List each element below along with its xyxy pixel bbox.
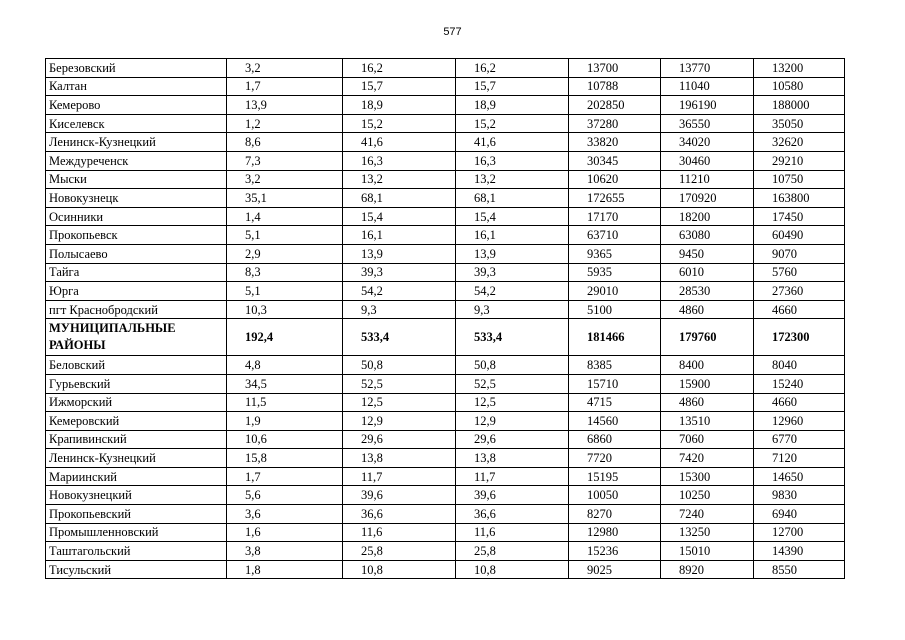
row-name-cell: Осинники (46, 207, 227, 226)
value-cell: 1,9 (227, 412, 343, 431)
value-cell: 54,2 (343, 282, 456, 301)
value-cell: 6860 (569, 430, 661, 449)
value-cell: 8,3 (227, 263, 343, 282)
value-cell: 10250 (661, 486, 754, 505)
value-cell: 35050 (754, 114, 845, 133)
value-cell: 12,9 (456, 412, 569, 431)
row-name-cell: пгт Краснобродский (46, 300, 227, 319)
value-cell: 3,6 (227, 505, 343, 524)
value-cell: 52,5 (343, 374, 456, 393)
value-cell: 12980 (569, 523, 661, 542)
value-cell: 37280 (569, 114, 661, 133)
value-cell: 39,3 (343, 263, 456, 282)
value-cell: 16,3 (456, 151, 569, 170)
value-cell: 8040 (754, 356, 845, 375)
value-cell: 54,2 (456, 282, 569, 301)
table-row (46, 542, 845, 561)
value-cell: 15,7 (343, 77, 456, 96)
value-cell: 12960 (754, 412, 845, 431)
table-row (46, 244, 845, 263)
value-cell: 10788 (569, 77, 661, 96)
value-cell: 8385 (569, 356, 661, 375)
table-row (46, 449, 845, 468)
row-name-cell: Беловский (46, 356, 227, 375)
value-cell: 7120 (754, 449, 845, 468)
value-cell: 18200 (661, 207, 754, 226)
value-cell: 52,5 (456, 374, 569, 393)
table-row (46, 300, 845, 319)
value-cell: 6940 (754, 505, 845, 524)
value-cell: 30460 (661, 151, 754, 170)
value-cell: 13770 (661, 59, 754, 78)
value-cell: 13,8 (343, 449, 456, 468)
value-cell: 36550 (661, 114, 754, 133)
value-cell: 29010 (569, 282, 661, 301)
value-cell: 10580 (754, 77, 845, 96)
table-row (46, 263, 845, 282)
value-cell: 39,6 (456, 486, 569, 505)
value-cell: 10,8 (343, 560, 456, 579)
value-cell: 18,9 (456, 96, 569, 115)
value-cell: 16,1 (343, 226, 456, 245)
value-cell: 9070 (754, 244, 845, 263)
value-cell: 533,4 (456, 319, 569, 356)
value-cell: 18,9 (343, 96, 456, 115)
row-name-cell: Крапивинский (46, 430, 227, 449)
value-cell: 4,8 (227, 356, 343, 375)
value-cell: 13250 (661, 523, 754, 542)
row-name-cell: Мариинский (46, 467, 227, 486)
value-cell: 10620 (569, 170, 661, 189)
value-cell: 7240 (661, 505, 754, 524)
value-cell: 13,9 (343, 244, 456, 263)
value-cell: 29,6 (456, 430, 569, 449)
table-body (46, 59, 845, 579)
value-cell: 1,6 (227, 523, 343, 542)
value-cell: 5,1 (227, 282, 343, 301)
value-cell: 1,7 (227, 467, 343, 486)
value-cell: 5,6 (227, 486, 343, 505)
value-cell: 7720 (569, 449, 661, 468)
value-cell: 8,6 (227, 133, 343, 152)
value-cell: 36,6 (343, 505, 456, 524)
value-cell: 181466 (569, 319, 661, 356)
row-name-cell: Тисульский (46, 560, 227, 579)
value-cell: 63710 (569, 226, 661, 245)
value-cell: 8270 (569, 505, 661, 524)
value-cell: 13,8 (456, 449, 569, 468)
value-cell: 11,6 (456, 523, 569, 542)
value-cell: 16,1 (456, 226, 569, 245)
value-cell: 25,8 (456, 542, 569, 561)
value-cell: 13700 (569, 59, 661, 78)
row-name-cell: Прокопьевск (46, 226, 227, 245)
value-cell: 188000 (754, 96, 845, 115)
value-cell: 9,3 (456, 300, 569, 319)
value-cell: 68,1 (456, 189, 569, 208)
value-cell: 13,2 (456, 170, 569, 189)
value-cell: 3,2 (227, 59, 343, 78)
value-cell: 17450 (754, 207, 845, 226)
value-cell: 1,8 (227, 560, 343, 579)
table-row (46, 207, 845, 226)
value-cell: 9,3 (343, 300, 456, 319)
value-cell: 3,2 (227, 170, 343, 189)
value-cell: 179760 (661, 319, 754, 356)
value-cell: 163800 (754, 189, 845, 208)
value-cell: 15300 (661, 467, 754, 486)
table-row (46, 282, 845, 301)
value-cell: 9025 (569, 560, 661, 579)
value-cell: 10,6 (227, 430, 343, 449)
table-row (46, 133, 845, 152)
value-cell: 17170 (569, 207, 661, 226)
value-cell: 3,8 (227, 542, 343, 561)
table-row (46, 77, 845, 96)
value-cell: 28530 (661, 282, 754, 301)
value-cell: 12,5 (343, 393, 456, 412)
value-cell: 1,4 (227, 207, 343, 226)
value-cell: 1,7 (227, 77, 343, 96)
row-name-cell: Гурьевский (46, 374, 227, 393)
value-cell: 50,8 (456, 356, 569, 375)
table-row (46, 151, 845, 170)
value-cell: 15,2 (343, 114, 456, 133)
value-cell: 39,6 (343, 486, 456, 505)
value-cell: 12,5 (456, 393, 569, 412)
table-row (46, 505, 845, 524)
row-name-cell: Новокузнецк (46, 189, 227, 208)
row-name-cell: Юрга (46, 282, 227, 301)
table-row (46, 412, 845, 431)
value-cell: 170920 (661, 189, 754, 208)
table-row (46, 393, 845, 412)
value-cell: 34,5 (227, 374, 343, 393)
row-name-cell: Междуреченск (46, 151, 227, 170)
value-cell: 202850 (569, 96, 661, 115)
value-cell: 4660 (754, 393, 845, 412)
table-row (46, 523, 845, 542)
value-cell: 13,9 (456, 244, 569, 263)
value-cell: 172300 (754, 319, 845, 356)
table-row (46, 486, 845, 505)
row-name-cell: Таштагольский (46, 542, 227, 561)
value-cell: 16,3 (343, 151, 456, 170)
value-cell: 15,7 (456, 77, 569, 96)
value-cell: 4660 (754, 300, 845, 319)
row-name-cell: Киселевск (46, 114, 227, 133)
row-name-cell: Новокузнецкий (46, 486, 227, 505)
table-row (46, 319, 845, 356)
value-cell: 15240 (754, 374, 845, 393)
value-cell: 7060 (661, 430, 754, 449)
value-cell: 2,9 (227, 244, 343, 263)
value-cell: 5760 (754, 263, 845, 282)
value-cell: 12700 (754, 523, 845, 542)
value-cell: 13200 (754, 59, 845, 78)
value-cell: 41,6 (456, 133, 569, 152)
value-cell: 39,3 (456, 263, 569, 282)
value-cell: 36,6 (456, 505, 569, 524)
value-cell: 12,9 (343, 412, 456, 431)
value-cell: 13,2 (343, 170, 456, 189)
value-cell: 6770 (754, 430, 845, 449)
value-cell: 10750 (754, 170, 845, 189)
value-cell: 15010 (661, 542, 754, 561)
value-cell: 15,4 (343, 207, 456, 226)
value-cell: 29210 (754, 151, 845, 170)
value-cell: 11040 (661, 77, 754, 96)
value-cell: 5100 (569, 300, 661, 319)
value-cell: 8920 (661, 560, 754, 579)
value-cell: 7,3 (227, 151, 343, 170)
row-name-cell: Полысаево (46, 244, 227, 263)
value-cell: 35,1 (227, 189, 343, 208)
table-row (46, 226, 845, 245)
value-cell: 4860 (661, 393, 754, 412)
value-cell: 10050 (569, 486, 661, 505)
table-row (46, 560, 845, 579)
value-cell: 13,9 (227, 96, 343, 115)
data-table (45, 58, 845, 579)
table-row (46, 374, 845, 393)
value-cell: 15900 (661, 374, 754, 393)
row-name-cell: Ленинск-Кузнецкий (46, 133, 227, 152)
value-cell: 4860 (661, 300, 754, 319)
value-cell: 15,8 (227, 449, 343, 468)
value-cell: 32620 (754, 133, 845, 152)
row-name-cell: Ижморский (46, 393, 227, 412)
value-cell: 4715 (569, 393, 661, 412)
value-cell: 30345 (569, 151, 661, 170)
value-cell: 15,2 (456, 114, 569, 133)
row-name-cell: Кемерово (46, 96, 227, 115)
table-row (46, 170, 845, 189)
row-name-cell: Кемеровский (46, 412, 227, 431)
value-cell: 27360 (754, 282, 845, 301)
value-cell: 11210 (661, 170, 754, 189)
value-cell: 5,1 (227, 226, 343, 245)
value-cell: 1,2 (227, 114, 343, 133)
value-cell: 6010 (661, 263, 754, 282)
value-cell: 34020 (661, 133, 754, 152)
table-row (46, 430, 845, 449)
value-cell: 196190 (661, 96, 754, 115)
value-cell: 9365 (569, 244, 661, 263)
value-cell: 8400 (661, 356, 754, 375)
row-name-cell: Тайга (46, 263, 227, 282)
value-cell: 13510 (661, 412, 754, 431)
value-cell: 10,8 (456, 560, 569, 579)
table-row (46, 467, 845, 486)
value-cell: 11,7 (456, 467, 569, 486)
value-cell: 14650 (754, 467, 845, 486)
value-cell: 25,8 (343, 542, 456, 561)
table-row (46, 59, 845, 78)
value-cell: 16,2 (343, 59, 456, 78)
table-row (46, 189, 845, 208)
row-name-cell: Калтан (46, 77, 227, 96)
table-row (46, 356, 845, 375)
value-cell: 11,5 (227, 393, 343, 412)
value-cell: 10,3 (227, 300, 343, 319)
row-name-cell: Березовский (46, 59, 227, 78)
value-cell: 14390 (754, 542, 845, 561)
row-name-cell: Прокопьевский (46, 505, 227, 524)
value-cell: 533,4 (343, 319, 456, 356)
value-cell: 192,4 (227, 319, 343, 356)
row-name-cell: Мыски (46, 170, 227, 189)
value-cell: 14560 (569, 412, 661, 431)
page-number: 577 (443, 26, 462, 38)
value-cell: 16,2 (456, 59, 569, 78)
row-name-cell: Ленинск-Кузнецкий (46, 449, 227, 468)
value-cell: 11,6 (343, 523, 456, 542)
value-cell: 5935 (569, 263, 661, 282)
value-cell: 68,1 (343, 189, 456, 208)
value-cell: 172655 (569, 189, 661, 208)
value-cell: 15195 (569, 467, 661, 486)
value-cell: 33820 (569, 133, 661, 152)
table-row (46, 114, 845, 133)
value-cell: 50,8 (343, 356, 456, 375)
value-cell: 41,6 (343, 133, 456, 152)
value-cell: 29,6 (343, 430, 456, 449)
value-cell: 8550 (754, 560, 845, 579)
value-cell: 15,4 (456, 207, 569, 226)
value-cell: 63080 (661, 226, 754, 245)
value-cell: 9830 (754, 486, 845, 505)
value-cell: 15710 (569, 374, 661, 393)
value-cell: 7420 (661, 449, 754, 468)
table-row (46, 96, 845, 115)
row-name-cell: МУНИЦИПАЛЬНЫЕ РАЙОНЫ (46, 319, 227, 356)
value-cell: 11,7 (343, 467, 456, 486)
row-name-cell: Промышленновский (46, 523, 227, 542)
value-cell: 9450 (661, 244, 754, 263)
value-cell: 60490 (754, 226, 845, 245)
value-cell: 15236 (569, 542, 661, 561)
